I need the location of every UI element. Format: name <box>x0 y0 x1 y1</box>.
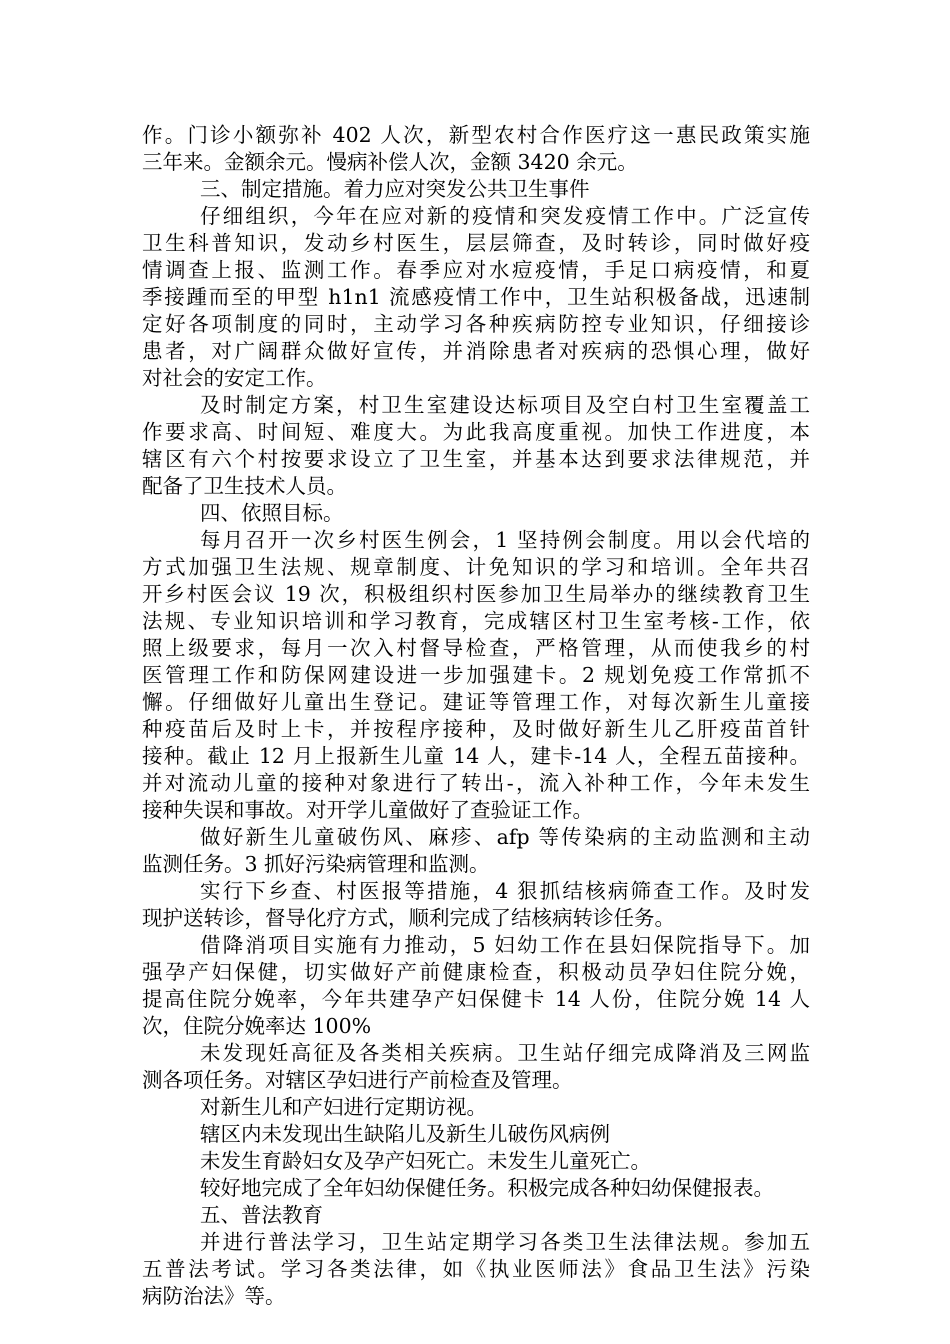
text-line: 次，住院分娩率达 100% <box>142 1014 372 1038</box>
text-line: 提高住院分娩率，今年共建孕产妇保健卡 14 人份，住院分娩 14 人 <box>142 987 810 1011</box>
text-line: 借降消项目实施有力推动，5 妇幼工作在县妇保院指导下。加 <box>200 933 810 957</box>
text-line: 三、制定措施。着力应对突发公共卫生事件 <box>200 177 590 201</box>
text-line: 医管理工作和防保网建设进一步加强建卡。2 规划免疫工作常抓不 <box>142 663 810 687</box>
text-line: 实行下乡查、村医报等措施，4 狠抓结核病筛查工作。及时发 <box>200 879 810 903</box>
text-line: 监测任务。3 抓好污染病管理和监测。 <box>142 852 490 876</box>
text-line: 情调查上报、监测工作。春季应对水痘疫情，手足口病疫情，和夏 <box>142 258 810 282</box>
text-line: 每月召开一次乡村医生例会，1 坚持例会制度。用以会代培的 <box>200 528 810 552</box>
text-line: 法规、专业知识培训和学习教育，完成辖区村卫生室考核-工作，依 <box>142 609 810 633</box>
text-line: 未发现妊高征及各类相关疾病。卫生站仔细完成降消及三网监 <box>200 1041 810 1065</box>
text-line: 五、普法教育 <box>200 1203 323 1227</box>
text-line: 患者，对广阔群众做好宣传，并消除患者对疾病的恐惧心理，做好 <box>142 339 810 363</box>
text-line: 四、依照目标。 <box>200 501 344 525</box>
text-line: 测各项任务。对辖区孕妇进行产前检查及管理。 <box>142 1068 573 1092</box>
text-line: 及时制定方案，村卫生室建设达标项目及空白村卫生室覆盖工 <box>200 393 810 417</box>
text-line: 卫生科普知识，发动乡村医生，层层筛查，及时转诊，同时做好疫 <box>142 231 810 255</box>
text-line: 方式加强卫生法规、规章制度、计免知识的学习和培训。全年共召 <box>142 555 810 579</box>
text-line: 作要求高、时间短、难度大。为此我高度重视。加快工作进度，本 <box>142 420 810 444</box>
text-line: 季接踵而至的甲型 h1n1 流感疫情工作中，卫生站积极备战，迅速制 <box>142 285 810 309</box>
text-line: 未发生育龄妇女及孕产妇死亡。未发生儿童死亡。 <box>200 1149 651 1173</box>
text-line: 强孕产妇保健，切实做好产前健康检查，积极动员孕妇住院分娩， <box>142 960 810 984</box>
text-line: 做好新生儿童破伤风、麻疹、afp 等传染病的主动监测和主动 <box>200 825 810 849</box>
document-page <box>142 122 810 1310</box>
text-line: 懈。仔细做好儿童出生登记。建证等管理工作，对每次新生儿童接 <box>142 690 810 714</box>
text-line: 现护送转诊，督导化疗方式，顺利完成了结核病转诊任务。 <box>142 906 675 930</box>
text-line: 接种失误和事故。对开学儿童做好了查验证工作。 <box>142 798 593 822</box>
text-line: 病防治法》等。 <box>142 1284 286 1308</box>
text-line: 五普法考试。学习各类法律，如《执业医师法》食品卫生法》污染 <box>142 1257 810 1281</box>
text-line: 辖区内未发现出生缺陷儿及新生儿破伤风病例 <box>200 1122 610 1146</box>
text-line: 种疫苗后及时上卡，并按程序接种，及时做好新生儿乙肝疫苗首针 <box>142 717 810 741</box>
text-line: 辖区有六个村按要求设立了卫生室，并基本达到要求法律规范，并 <box>142 447 810 471</box>
text-line: 对新生儿和产妇进行定期访视。 <box>200 1095 487 1119</box>
text-line: 作。门诊小额弥补 402 人次，新型农村合作医疗这一惠民政策实施 <box>142 123 810 147</box>
text-line: 定好各项制度的同时，主动学习各种疾病防控专业知识，仔细接诊 <box>142 312 810 336</box>
text-line: 接种。截止 12 月上报新生儿童 14 人，建卡-14 人，全程五苗接种。 <box>142 744 810 768</box>
text-line: 照上级要求，每月一次入村督导检查，严格管理，从而使我乡的村 <box>142 636 810 660</box>
text-line: 并对流动儿童的接种对象进行了转出-，流入补种工作，今年未发生 <box>142 771 810 795</box>
text-line: 开乡村医会议 19 次，积极组织村医参加卫生局举办的继续教育卫生 <box>142 582 810 606</box>
text-line: 对社会的安定工作。 <box>142 366 327 390</box>
text-line: 配备了卫生技术人员。 <box>142 474 347 498</box>
text-line: 仔细组织，今年在应对新的疫情和突发疫情工作中。广泛宣传 <box>200 204 810 228</box>
text-line: 较好地完成了全年妇幼保健任务。积极完成各种妇幼保健报表。 <box>200 1176 774 1200</box>
text-line: 并进行普法学习，卫生站定期学习各类卫生法律法规。参加五 <box>200 1230 810 1254</box>
text-line: 三年来。金额余元。慢病补偿人次，金额 3420 余元。 <box>142 150 638 174</box>
